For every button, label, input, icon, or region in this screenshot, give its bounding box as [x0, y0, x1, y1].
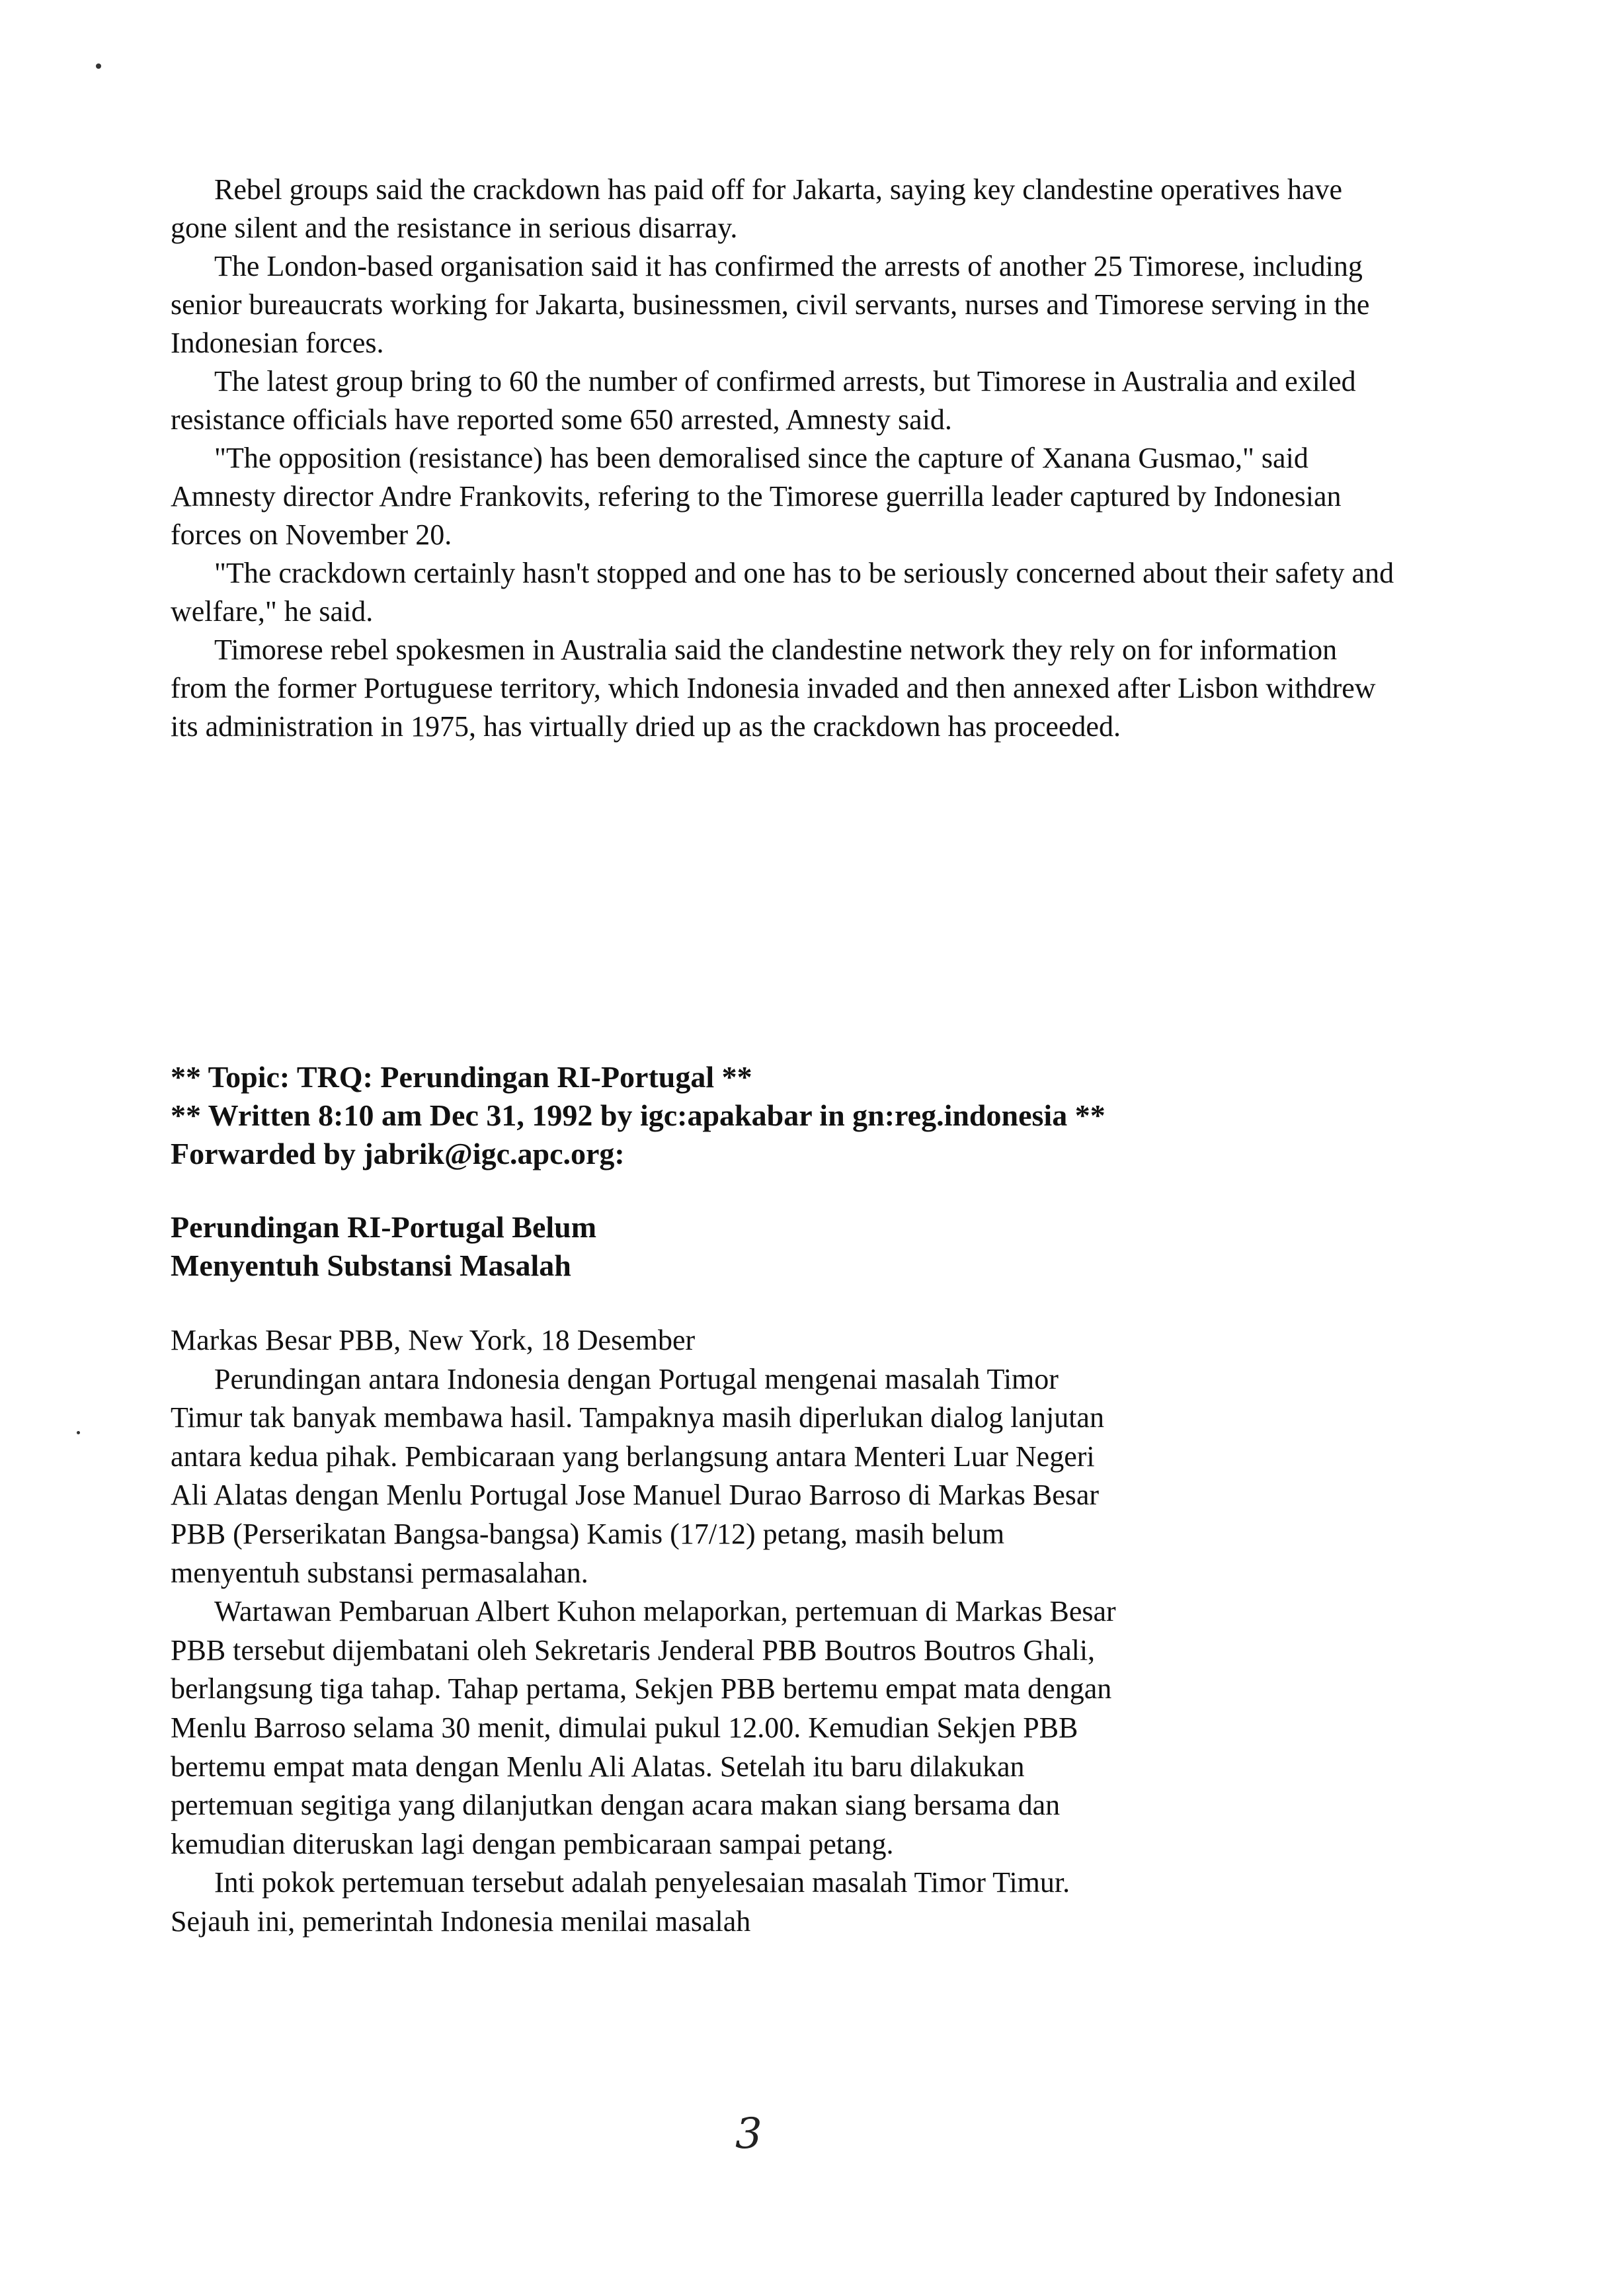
article-one: [171, 171, 1400, 746]
topic-line: ** Topic: TRQ: Perundingan RI-Portugal **: [171, 1060, 752, 1094]
scan-speck: [77, 1431, 80, 1434]
title-line: Menyentuh Substansi Masalah: [171, 1249, 571, 1282]
article-two: [171, 1321, 1123, 1942]
title-line: Perundingan RI-Portugal Belum: [171, 1210, 597, 1244]
article-two-paragraph: Inti pokok pertemuan tersebut adalah penyelesaian masalah Timor Timur. Sejauh ini, pemerintah Indonesia menilai masalah: [171, 1866, 1070, 1938]
article-one-paragraph: The London-based organisation said it has confirmed the arrests of another 25 Timorese, including senior bureaucrats working for Jakarta, businessmen, civil servants, nurses and Timorese serving in the Indonesian forces.: [171, 250, 1370, 359]
article-two-title: [171, 1208, 1096, 1285]
article-one-paragraph: Rebel groups said the crackdown has paid off for Jakarta, saying key clandestine operatives have gone silent and the resistance in serious disarray.: [171, 173, 1343, 244]
article-one-paragraph: Timorese rebel spokesmen in Australia said the clandestine network they rely on for information from the former Portuguese territory, which Indonesia invaded and then annexed after Lisbon withdrew its administration in 1975, has virtually dried up as the crackdown has proceeded.: [171, 634, 1376, 743]
article-two-paragraph: Perundingan antara Indonesia dengan Portugal mengenai masalah Timor Timur tak banyak membawa hasil. Tampaknya masih diperlukan dialog lanjutan antara kedua pihak. Pembicaraan yang berlangsung antara Menteri Luar Negeri Ali Alatas dengan Menlu Portugal Jose Manuel Durao Barroso di Markas Besar PBB (Perserikatan Bangsa-bangsa) Kamis (17/12) petang, masih belum menyentuh substansi permasalahan.: [171, 1362, 1104, 1589]
article-one-paragraph: The latest group bring to 60 the number of confirmed arrests, but Timorese in Australia and exiled resistance officials have reported some 650 arrested, Amnesty said.: [171, 365, 1356, 436]
message-header: [171, 1058, 1467, 1173]
article-two-paragraph: Wartawan Pembaruan Albert Kuhon melaporkan, pertemuan di Markas Besar PBB tersebut dijembatani oleh Sekretaris Jenderal PBB Boutros Boutros Ghali, berlangsung tiga tahap. Tahap pertama, Sekjen PBB bertemu empat mata dengan Menlu Barroso selama 30 menit, dimulai pukul 12.00. Kemudian Sekjen PBB bertemu empat mata dengan Menlu Ali Alatas. Setelah itu baru dilakukan pertemuan segitiga yang dilanjutkan dengan acara makan siang bersama dan kemudian diteruskan lagi dengan pembicaraan sampai petang.: [171, 1595, 1116, 1860]
article-one-paragraph: "The opposition (resistance) has been demoralised since the capture of Xanana Gusmao," said Amnesty director Andre Frankovits, refering to the Timorese guerrilla leader captured by Indonesian forces on November 20.: [171, 442, 1342, 551]
article-one-paragraph: "The crackdown certainly hasn't stopped and one has to be seriously concerned about their safety and welfare," he said.: [171, 557, 1394, 628]
page-number: 3: [735, 2110, 762, 2158]
written-line: ** Written 8:10 am Dec 31, 1992 by igc:apakabar in gn:reg.indonesia **: [171, 1098, 1106, 1132]
dateline: Markas Besar PBB, New York, 18 Desember: [171, 1324, 696, 1356]
forwarded-line: Forwarded by jabrik@igc.apc.org:: [171, 1137, 625, 1170]
scan-speck: [96, 63, 101, 69]
